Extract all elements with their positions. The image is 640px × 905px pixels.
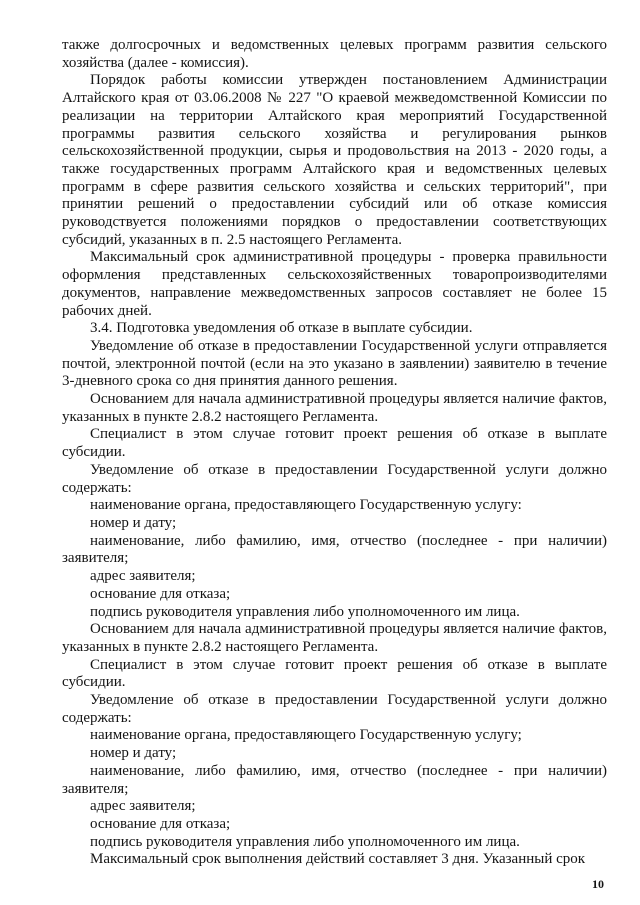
paragraph-notice-contents-repeat: Уведомление об отказе в предоставлении Государственной услуги должно содержать:: [62, 692, 607, 726]
list-item: основание для отказа;: [90, 585, 231, 602]
paragraph-refusal-notice-sending: Уведомление об отказе в предоставлении Государственной услуги отправляется почтой, электронной почтой (если на это указано в заявлении) заявителю в течение 3-дневного срока со дня принятия данного решения.: [62, 337, 607, 390]
list-item: наименование, либо фамилию, имя, отчество (последнее - при наличии) заявителя;: [62, 762, 607, 797]
paragraph-specialist-draft-repeat: Специалист в этом случае готовит проект решения об отказе в выплате субсидии.: [62, 656, 607, 691]
paragraph-max-term-check: Максимальный срок административной процедуры - проверка правильности оформления представленных сельскохозяйственных товаропроизводителями документов, направление межведомственных запросов составляет не более 15 рабочих дней.: [62, 249, 607, 319]
paragraph-specialist-draft: Специалист в этом случае готовит проект решения об отказе в выплате субсидии.: [62, 426, 607, 461]
list-item: подпись руководителя управления либо уполномоченного им лица.: [90, 833, 520, 850]
list-item: адрес заявителя;: [90, 568, 196, 585]
section-heading-3-4: 3.4. Подготовка уведомления об отказе в выплате субсидии.: [90, 320, 473, 337]
paragraph-max-term-actions: Максимальный срок выполнения действий составляет 3 дня. Указанный срок: [90, 851, 586, 868]
list-item: наименование органа, предоставляющего Государственную услугу;: [90, 727, 522, 744]
list-item: номер и дату;: [90, 514, 177, 531]
list-item: номер и дату;: [90, 745, 177, 762]
page-number: 10: [592, 877, 604, 891]
paragraph-commission-procedure: Порядок работы комиссии утвержден постановлением Администрации Алтайского края от 03.06.2008 № 227 "О краевой межведомственной Комиссии по реализации на территории Алтайского края мероприятий Государственной программы развития сельского хозяйства и регулирования рынков сельскохозяйственной продукции, сырья и продовольствия на 2013 - 2020 годы, а также государственных программ Алтайского края и ведомственных целевых программ в сфере развития сельского хозяйства и сельских территорий", при принятии решений о предоставлении субсидий или об отказе комиссия руководствуется положениями порядков о предоставлении соответствующих субсидий, указанных в п. 2.5 настоящего Регламента.: [62, 72, 607, 248]
list-item: подпись руководителя управления либо уполномоченного им лица.: [90, 603, 520, 620]
list-item: наименование, либо фамилию, имя, отчество (последнее - при наличии) заявителя;: [62, 532, 607, 567]
list-item: основание для отказа;: [90, 815, 231, 832]
paragraph-procedure-basis: Основанием для начала административной процедуры является наличие фактов, указанных в пункте 2.8.2 настоящего Регламента.: [62, 391, 607, 425]
paragraph-continuation: также долгосрочных и ведомственных целевых программ развития сельского хозяйства (далее - комиссия).: [62, 37, 607, 71]
list-item: адрес заявителя;: [90, 798, 196, 815]
paragraph-procedure-basis-repeat: Основанием для начала административной процедуры является наличие фактов, указанных в пункте 2.8.2 настоящего Регламента.: [62, 621, 607, 655]
list-item: наименование органа, предоставляющего Государственную услугу:: [90, 497, 522, 514]
paragraph-notice-contents: Уведомление об отказе в предоставлении Государственной услуги должно содержать:: [62, 461, 607, 496]
